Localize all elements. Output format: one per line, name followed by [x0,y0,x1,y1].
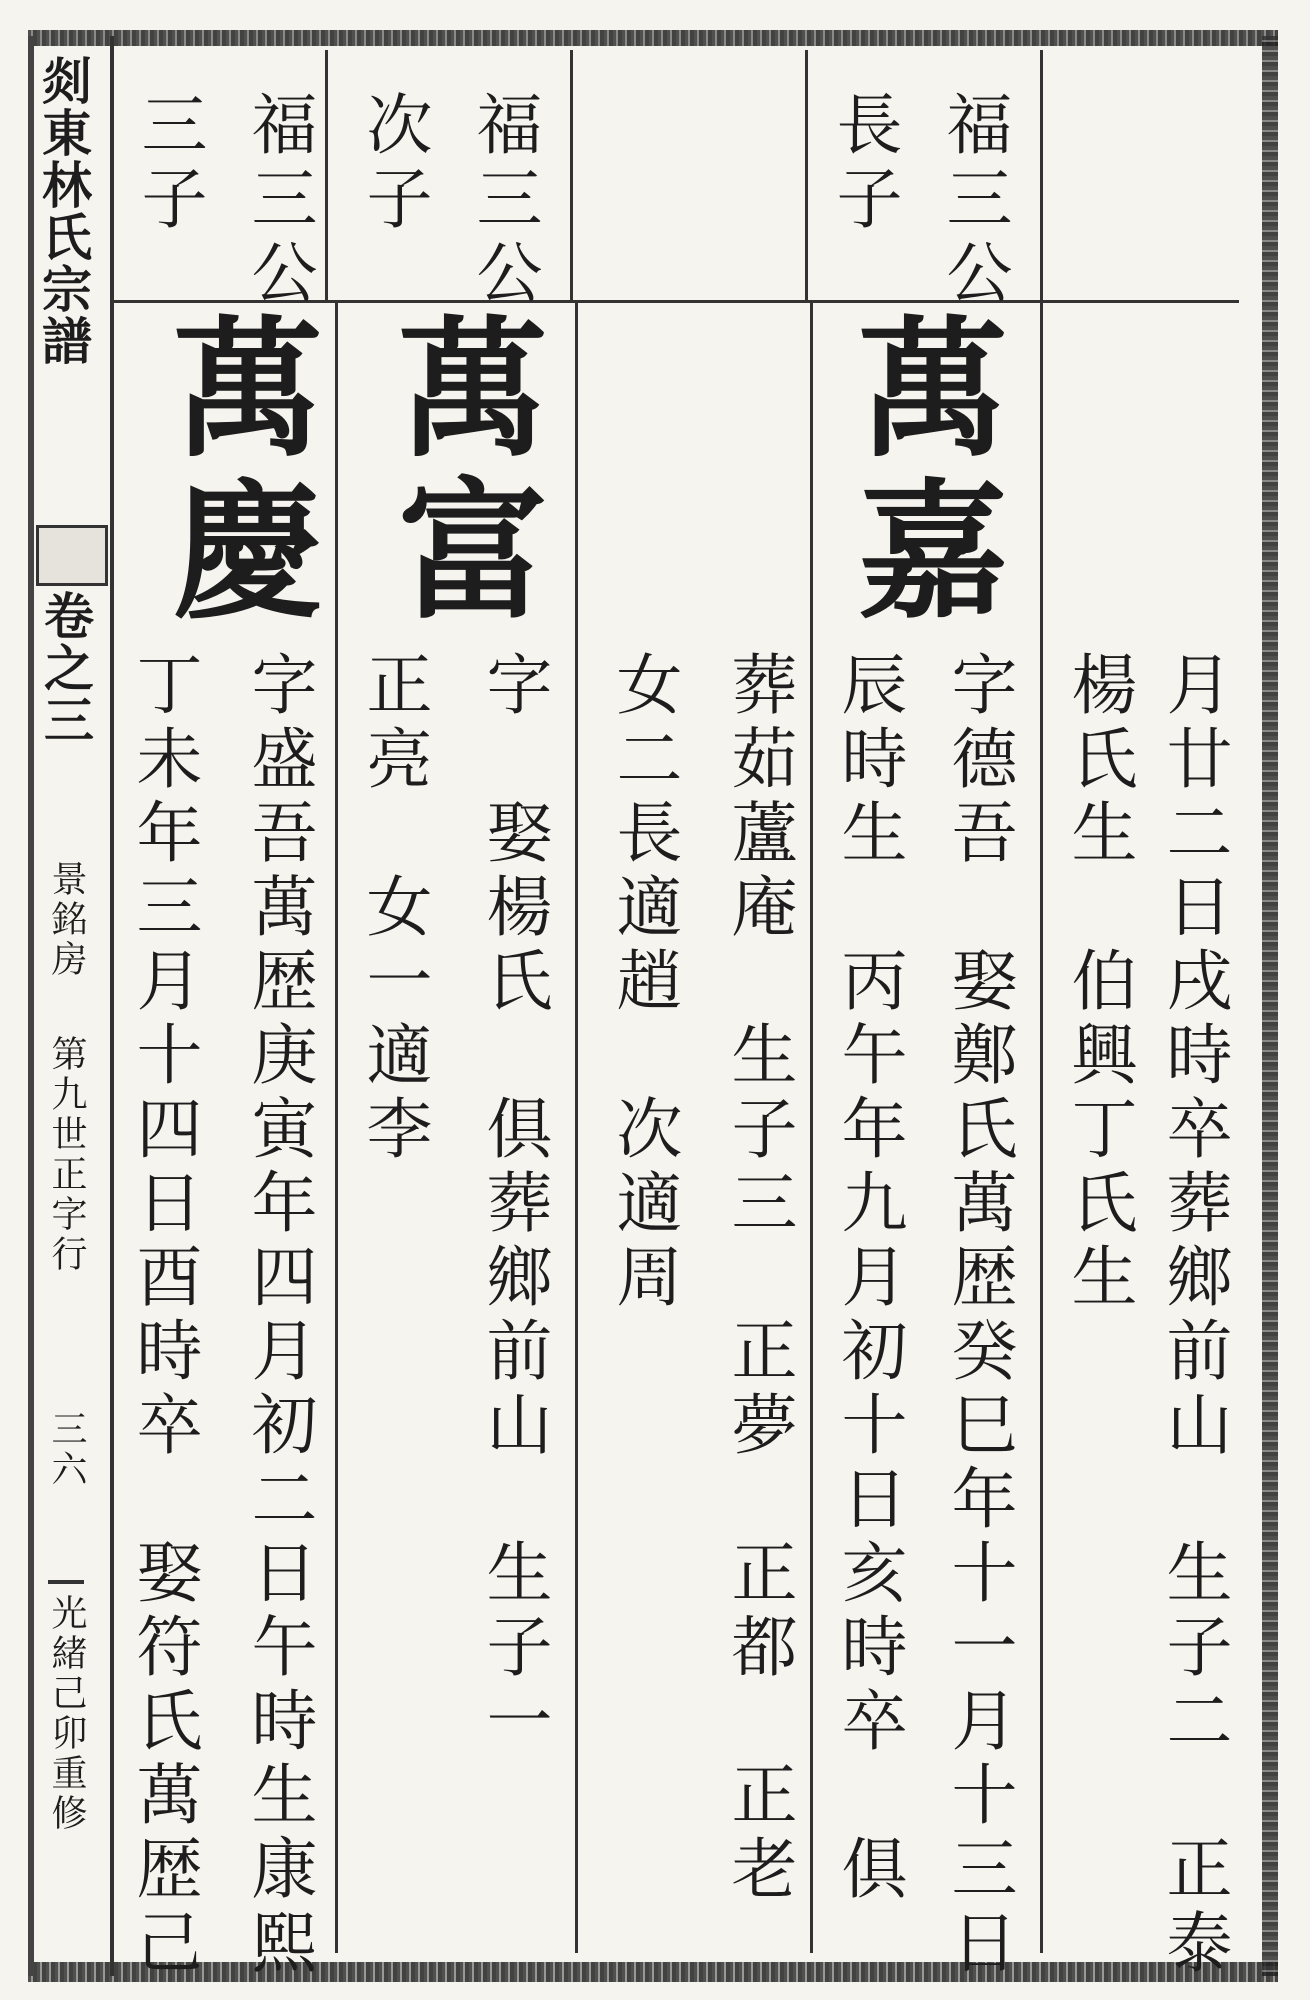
header-divider-2 [570,50,573,300]
body-divider-4 [1040,303,1043,1953]
header-col-1: 福三公 [935,90,1012,312]
person-name-1: 萬嘉 [832,310,1008,634]
frame-top-border [28,30,1278,46]
header-col-2: 長子 [825,90,902,238]
person-name-3: 萬慶 [147,310,323,634]
frame-bottom-border [28,1962,1278,1982]
fishtail-mark [36,525,108,586]
entry-2-line-2: 正亮 女一適李 [355,650,432,1168]
body-divider-2 [575,303,578,1953]
generation-label: 第九世正字行 [46,1035,87,1275]
prev-entry-line-2: 楊氏生 伯興丁氏生 [1060,650,1137,1316]
header-divider-1 [325,50,328,300]
branch-label: 景銘房 [46,860,87,980]
entry-1-line-1: 字德吾 娶鄭氏萬歴癸巳年十一月十三日 [940,650,1017,1982]
entry-1-line-3: 葬茹蘆庵 生子三 正夢 正都 正老 [720,650,797,1908]
entry-3-line-2: 丁未年三月十四日酉時卒 娶符氏萬歴己 [125,650,202,1982]
prev-entry-line-1: 月廿二日戌時卒葬鄉前山 生子二 正泰 [1155,650,1232,1982]
entry-3-line-1: 字盛吾萬歴庚寅年四月初二日午時生康熙 [240,650,317,1982]
body-divider-1 [335,303,338,1953]
entry-1-line-4: 女二長適趙 次適周 [605,650,682,1316]
body-divider-3 [810,303,813,1953]
header-divider-4 [1040,50,1043,300]
page-number: 三六 [46,1410,87,1490]
margin-rule [110,36,114,1976]
volume-label: 卷之三 [36,590,95,746]
book-title: 剡東林氏宗譜 [34,55,93,367]
header-col-6: 三子 [130,90,207,238]
frame-right-border [1262,36,1278,1976]
header-col-5: 福三公 [240,90,317,312]
person-name-2: 萬富 [372,310,548,634]
entry-2-line-1: 字 娶楊氏 俱葬鄉前山 生子一 [475,650,552,1760]
header-divider-3 [805,50,808,300]
edition-label: 光緒己卯重修 [48,1580,84,1834]
header-col-3: 福三公 [465,90,542,312]
header-col-4: 次子 [355,90,432,238]
entry-1-line-2: 辰時生 丙午年九月初十日亥時卒 俱 [830,650,907,1908]
